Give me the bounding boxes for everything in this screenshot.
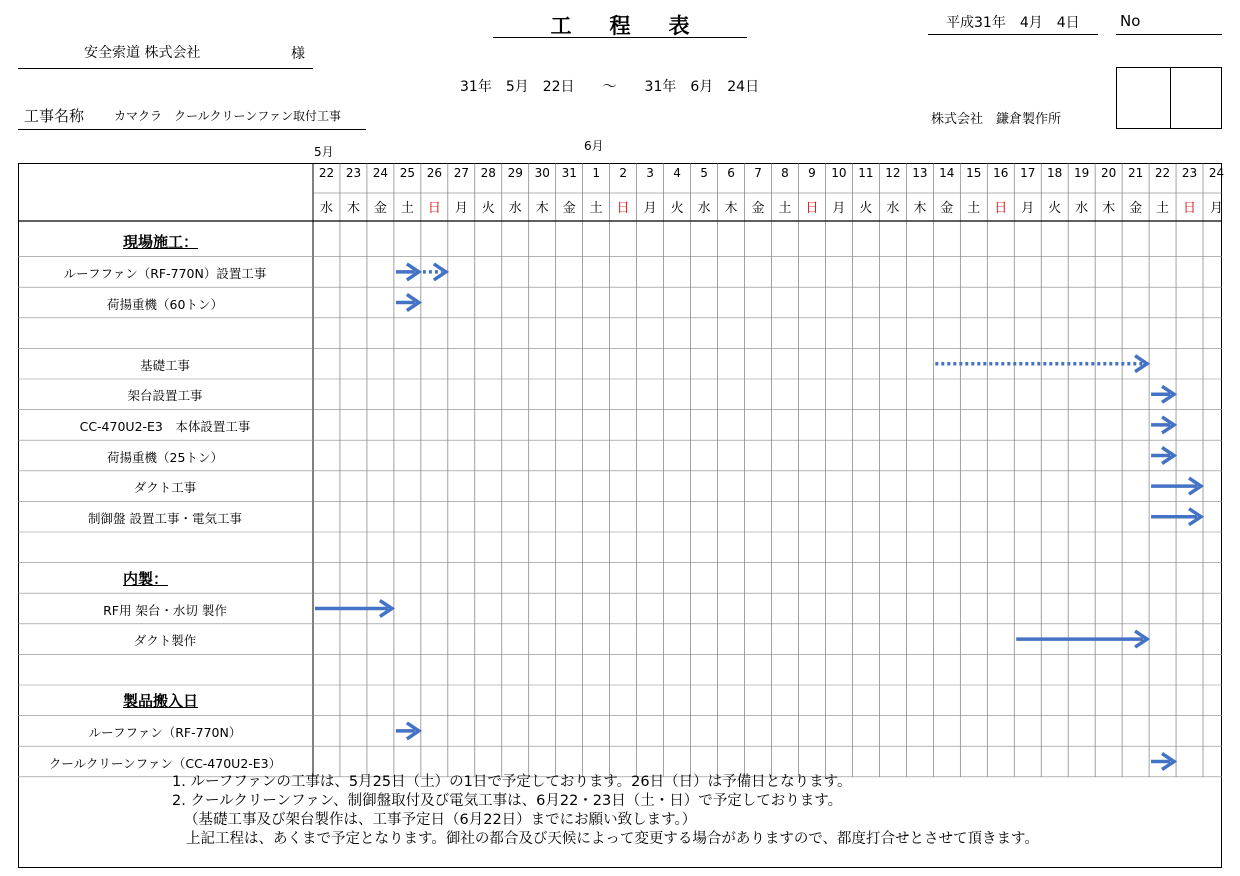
day-number: 24: [1208, 166, 1225, 180]
weekday-label: 金: [1129, 201, 1143, 216]
weekday-label: 土: [967, 201, 981, 216]
remark-1: 1. ルーフファンの工事は、5月25日（土）の1日で予定しております。26日（日）は予備日となります。: [172, 774, 852, 790]
task-label: 荷揚重機（25トン）: [107, 449, 223, 465]
day-number: 24: [372, 166, 389, 180]
weekday-label: 火: [859, 201, 873, 216]
day-number: 2: [619, 166, 627, 180]
day-number: 25: [399, 166, 416, 180]
day-number: 23: [345, 166, 362, 180]
weekday-label: 水: [886, 201, 900, 216]
day-number: 22: [318, 166, 335, 180]
weekday-label: 土: [778, 201, 792, 216]
weekday-label: 日: [994, 201, 1008, 216]
task-label: ルーフファン（RF-770N）設置工事: [63, 265, 267, 281]
weekday-label: 木: [535, 201, 549, 216]
day-number: 21: [1127, 166, 1144, 180]
schedule-arrow: [396, 264, 419, 280]
day-number: 26: [426, 166, 443, 180]
day-number: 16: [993, 166, 1009, 180]
day-number: 31: [561, 166, 577, 180]
dotted-schedule-arrow: [423, 264, 446, 280]
weekday-label: 月: [454, 201, 468, 216]
weekday-label: 土: [589, 201, 603, 216]
contractor-name: 株式会社 鎌倉製作所: [931, 112, 1062, 127]
task-label: CC-470U2-E3 本体設置工事: [79, 418, 251, 434]
project-label: 工事名称: [24, 107, 85, 125]
day-number: 1: [592, 166, 600, 180]
remark-4: 上記工程は、あくまで予定となります。御社の都合及び天候によって変更する場合がありますので、都度打合せとさせて頂きます。: [186, 831, 1039, 847]
remark-2: 2. クールクリーンファン、制御盤取付及び電気工事は、6月22・23日（土・日）で予定しております。: [172, 793, 843, 809]
task-label: ダクト工事: [133, 480, 197, 496]
weekday-label: 日: [805, 201, 819, 216]
weekday-label: 月: [1021, 201, 1035, 216]
day-number: 3: [646, 166, 654, 180]
weekday-label: 金: [562, 201, 576, 216]
weekday-label: 木: [346, 201, 360, 216]
day-number: 30: [534, 166, 550, 180]
weekday-label: 日: [427, 201, 441, 216]
schedule-period: 31年 5月 22日 ～ 31年 6月 24日: [460, 79, 760, 95]
client-name: 安全索道 株式会社: [84, 45, 201, 61]
weekday-label: 木: [724, 201, 738, 216]
day-number: 13: [912, 166, 928, 180]
task-label: 架台設置工事: [127, 388, 203, 404]
schedule-arrow: [1151, 448, 1174, 464]
weekday-label: 水: [697, 201, 711, 216]
schedule-arrow: [315, 601, 392, 617]
weekday-label: 月: [643, 201, 657, 216]
day-number: 18: [1047, 166, 1063, 180]
day-number: 4: [673, 166, 681, 180]
remark-3: （基礎工事及び架台製作は、工事予定日（6月22日）までにお願い致します。）: [184, 812, 697, 828]
day-number: 9: [808, 166, 816, 180]
day-number: 7: [754, 166, 762, 180]
remarks: [172, 773, 1039, 849]
weekday-label: 木: [1102, 201, 1116, 216]
weekday-label: 金: [373, 201, 387, 216]
day-number: 22: [1154, 166, 1171, 180]
weekday-label: 水: [319, 201, 333, 216]
day-number: 8: [781, 166, 789, 180]
client-honorific: 様: [291, 46, 305, 62]
weekday-label: 水: [1075, 201, 1089, 216]
task-label: ダクト製作: [133, 633, 197, 649]
day-number: 19: [1074, 166, 1090, 180]
weekday-label: 火: [481, 201, 495, 216]
weekday-label: 日: [1183, 201, 1197, 216]
schedule-arrow: [1151, 754, 1174, 770]
day-number: 23: [1181, 166, 1198, 180]
day-number: 12: [885, 166, 901, 180]
task-label: ルーフファン（RF-770N）: [88, 724, 242, 740]
schedule-arrow: [396, 295, 419, 311]
weekday-label: 火: [1048, 201, 1062, 216]
weekday-label: 水: [508, 201, 522, 216]
day-number: 11: [858, 166, 874, 180]
section-heading: 製品搬入日: [123, 692, 199, 711]
month-label-june: 6月: [584, 139, 604, 153]
weekday-label: 日: [616, 201, 630, 216]
section-heading: 内製：: [123, 569, 169, 588]
page-title: 工程表: [550, 14, 728, 38]
day-number: 27: [453, 166, 469, 180]
weekday-label: 月: [832, 201, 846, 216]
day-number: 28: [480, 166, 496, 180]
weekday-label: 土: [1156, 201, 1170, 216]
document-number-label: No: [1120, 12, 1141, 30]
day-number: 29: [507, 166, 523, 180]
task-label: 制御盤 設置工事・電気工事: [88, 510, 242, 526]
schedule-arrow: [396, 723, 419, 739]
day-number: 6: [727, 166, 735, 180]
day-number: 10: [831, 166, 847, 180]
project-name: カマクラ クールクリーンファン取付工事: [114, 109, 342, 123]
month-label-may: 5月: [314, 145, 334, 159]
issue-date: 平成31年 4月 4日: [946, 15, 1080, 31]
day-number: 17: [1020, 166, 1036, 180]
task-label: 基礎工事: [139, 357, 190, 373]
schedule-arrow: [1016, 631, 1147, 647]
day-number: 14: [939, 166, 955, 180]
day-number: 5: [700, 166, 708, 180]
weekday-label: 金: [751, 201, 765, 216]
schedule-arrow: [1151, 417, 1174, 433]
weekday-label: 木: [913, 201, 927, 216]
weekday-label: 火: [670, 201, 684, 216]
section-heading: 現場施工：: [123, 233, 199, 252]
weekday-label: 月: [1209, 201, 1223, 216]
task-label: クールクリーンファン（CC-470U2-E3）: [48, 755, 282, 771]
day-number: 20: [1100, 166, 1117, 180]
weekday-label: 金: [940, 201, 954, 216]
task-label: RF用 架台・水切 製作: [103, 602, 227, 618]
weekday-label: 土: [400, 201, 414, 216]
schedule-arrow: [1151, 386, 1174, 402]
task-label: 荷揚重機（60トン）: [107, 296, 223, 312]
day-number: 15: [966, 166, 982, 180]
